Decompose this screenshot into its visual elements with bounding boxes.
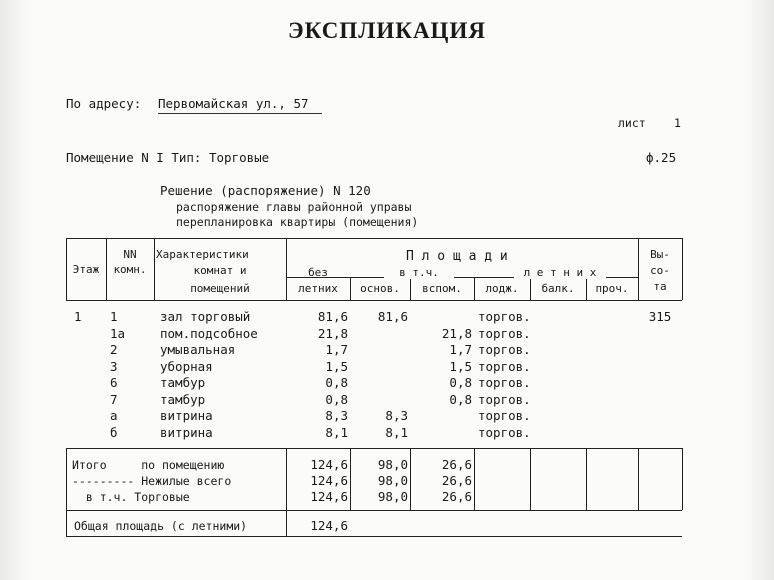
totals-aux: 26,6 [441,489,472,504]
totals-main: 98,0 [377,489,408,504]
header-floor: Этаж [72,263,100,276]
header-main: основ. [360,282,400,295]
cell-name: умывальная [160,342,236,357]
header-char-2: комнат и [193,264,247,277]
cell-total: 8,3 [325,408,348,423]
cell-total: 8,1 [325,424,348,440]
cell-name: тамбур [160,375,206,390]
cell-floor: 1 [74,309,82,324]
cell-purpose: торгов. [478,408,531,423]
decision-line-3: перепланировка квартиры (помещения) [176,215,419,229]
header-height-2: со- [650,264,670,277]
header-other: проч. [595,282,629,295]
cell-total: 1,7 [325,342,348,357]
form-number: ф.25 [646,150,677,165]
cell-nn: 3 [110,358,118,374]
totals-aux: 26,6 [441,473,472,488]
totals-main: 98,0 [377,473,408,488]
cell-aux: 1,7 [449,342,472,357]
header-balcony: балк. [541,282,575,295]
cell-total: 21,8 [317,325,348,341]
totals-total: 124,6 [310,473,348,488]
decision-line-2: распоряжение главы районной управы [176,200,412,214]
totals-total: 124,6 [310,489,348,504]
cell-nn: 7 [110,391,118,407]
header-area: П л о щ а д и [406,249,508,264]
overall-label: Общая площадь (с летними) [74,519,248,533]
totals-total: 124,6 [310,457,348,472]
cell-main: 81,6 [377,309,408,324]
address-label: По адресу: [66,96,142,111]
cell-height: 315 [648,309,672,324]
document-title: ЭКСПЛИКАЦИЯ [288,18,486,43]
totals-main: 98,0 [377,457,408,472]
premises-line: Помещение N I Тип: Торговые [66,150,270,165]
cell-purpose: торгов. [478,391,531,407]
cell-aux: 0,8 [449,375,472,390]
sheet-number: 1 [674,116,681,130]
cell-aux: 21,8 [441,325,472,341]
explication-table [66,238,682,536]
cell-purpose: торгов. [478,424,531,440]
totals-label: в т.ч. Торговые [72,490,190,504]
cell-nn: 2 [110,342,118,357]
cell-main: 8,3 [385,408,408,423]
cell-purpose: торгов. [478,342,531,357]
header-aux: вспом. [422,282,462,295]
cell-nn: б [110,424,118,440]
cell-nn: 6 [110,375,118,390]
cell-purpose: торгов. [478,358,531,374]
header-height-1: Вы- [650,248,670,261]
cell-total: 0,8 [325,375,348,390]
cell-nn: а [110,408,118,423]
cell-nn: 1а [110,325,126,341]
cell-name: тамбур [160,391,206,407]
totals-label: Итого по помещению [72,458,225,472]
cell-purpose: торгов. [478,309,531,324]
overall-value: 124,6 [310,518,348,533]
cell-aux: 1,5 [449,358,472,374]
header-height-3: та [653,280,667,293]
totals-aux: 26,6 [441,457,472,472]
cell-name: витрина [160,424,213,440]
cell-main: 8,1 [385,424,408,440]
header-summer: л е т н и х [514,266,606,279]
header-char-1: Характеристики [156,248,249,261]
header-nn-1: NN [123,248,137,261]
header-without-2: летних [298,282,338,295]
header-without-1: без [308,266,328,279]
cell-name: пом.подсобное [160,325,258,341]
cell-total: 1,5 [325,358,348,374]
cell-name: витрина [160,408,213,423]
address-value: Первомайская ул., 57 [158,96,322,114]
header-loggia: лодж. [485,282,519,295]
cell-nn: 1 [110,309,118,324]
sheet-label: лист [618,116,646,130]
header-char-3: помещений [190,282,250,295]
cell-aux: 0,8 [449,391,472,407]
cell-purpose: торгов. [478,375,531,390]
cell-total: 0,8 [325,391,348,407]
cell-purpose: торгов. [478,325,531,341]
cell-name: уборная [160,358,213,374]
totals-label: --------- Нежилые всего [72,474,232,488]
header-incl: в т.ч. [384,266,454,279]
header-nn-2: комн. [113,263,147,276]
cell-name: зал торговый [160,309,251,324]
cell-total: 81,6 [317,309,348,324]
decision-line-1: Решение (распоряжение) N 120 [160,183,371,198]
